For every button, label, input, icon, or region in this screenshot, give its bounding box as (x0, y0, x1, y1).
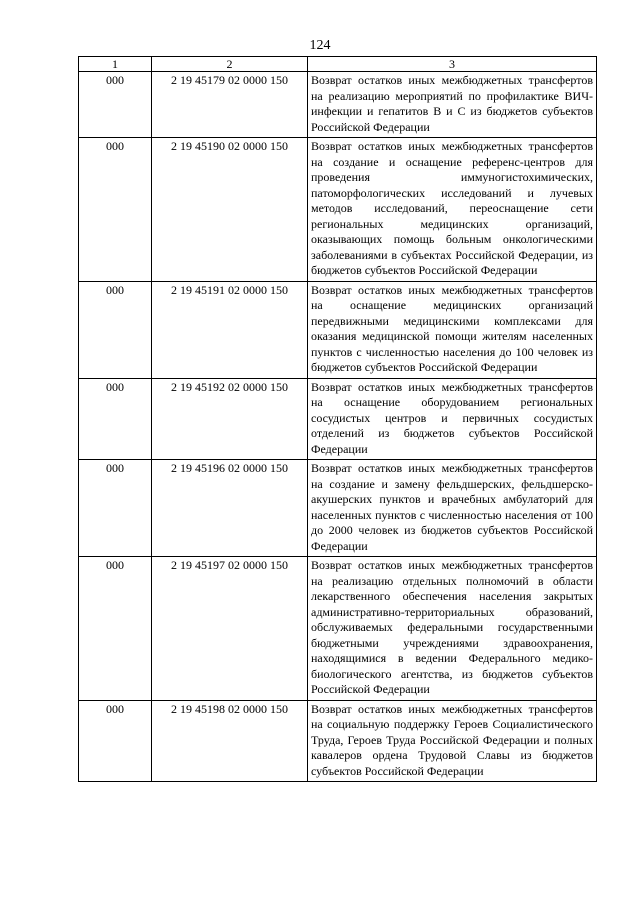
kbk-code-cell: 2 19 45179 02 0000 150 (152, 72, 308, 138)
admin-code-cell: 000 (79, 72, 152, 138)
table-row (79, 460, 597, 557)
admin-code-cell: 000 (79, 557, 152, 701)
kbk-code-cell: 2 19 45196 02 0000 150 (152, 460, 308, 557)
kbk-code-cell: 2 19 45190 02 0000 150 (152, 138, 308, 282)
description-cell: Возврат остатков иных межбюджетных трансфертов на реализацию мероприятий по профилактике ВИЧ-инфекции и гепатитов B и C из бюджетов субъектов Российской Федерации (308, 72, 597, 138)
description-cell: Возврат остатков иных межбюджетных трансфертов на социальную поддержку Героев Социалистического Труда, Героев Труда Российской Федерации и полных кавалеров ордена Трудовой Славы из бюджетов субъектов Российской Федерации (308, 700, 597, 782)
column-header-3: 3 (308, 57, 597, 72)
page-number: 124 (309, 38, 331, 53)
description-cell: Возврат остатков иных межбюджетных трансфертов на создание и замену фельдшерских, фельдшерско-акушерских пунктов и врачебных амбулаторий для населенных пунктов с численностью населения от 100 до 2000 человек из бюджетов субъектов Российской Федерации (308, 460, 597, 557)
table-row (79, 700, 597, 782)
budget-classification-table (78, 56, 597, 782)
kbk-code-cell: 2 19 45192 02 0000 150 (152, 378, 308, 460)
kbk-code-cell: 2 19 45198 02 0000 150 (152, 700, 308, 782)
table-row (79, 138, 597, 282)
table-row (79, 557, 597, 701)
table-row (79, 281, 597, 378)
table-row (79, 378, 597, 460)
column-header-1: 1 (79, 57, 152, 72)
admin-code-cell: 000 (79, 281, 152, 378)
kbk-code-cell: 2 19 45197 02 0000 150 (152, 557, 308, 701)
admin-code-cell: 000 (79, 378, 152, 460)
description-cell: Возврат остатков иных межбюджетных трансфертов на реализацию отдельных полномочий в области лекарственного обеспечения населения закрытых административно-территориальных образований, обслуживаемых федеральными государственными бюджетными учреждениями здравоохранения, находящимися в ведении Федерального медико-биологического агентства, из бюджетов субъектов Российской Федерации (308, 557, 597, 701)
description-cell: Возврат остатков иных межбюджетных трансфертов на оснащение оборудованием региональных сосудистых центров и первичных сосудистых отделений из бюджетов субъектов Российской Федерации (308, 378, 597, 460)
description-cell: Возврат остатков иных межбюджетных трансфертов на создание и оснащение референс-центров для проведения иммуногистохимических, патоморфологических исследований и лучевых методов исследований, переоснащение сети региональных медицинских организаций, оказывающих помощь больным онкологическими заболеваниями в субъектах Российской Федерации, из бюджетов субъектов Российской Федерации (308, 138, 597, 282)
kbk-code-cell: 2 19 45191 02 0000 150 (152, 281, 308, 378)
description-cell: Возврат остатков иных межбюджетных трансфертов на оснащение медицинских организаций передвижными медицинскими комплексами для оказания медицинской помощи жителям населенных пунктов с численностью населения до 100 человек из бюджетов субъектов Российской Федерации (308, 281, 597, 378)
table-row (79, 72, 597, 138)
admin-code-cell: 000 (79, 700, 152, 782)
table-header-row (79, 57, 597, 72)
admin-code-cell: 000 (79, 460, 152, 557)
column-header-2: 2 (152, 57, 308, 72)
admin-code-cell: 000 (79, 138, 152, 282)
